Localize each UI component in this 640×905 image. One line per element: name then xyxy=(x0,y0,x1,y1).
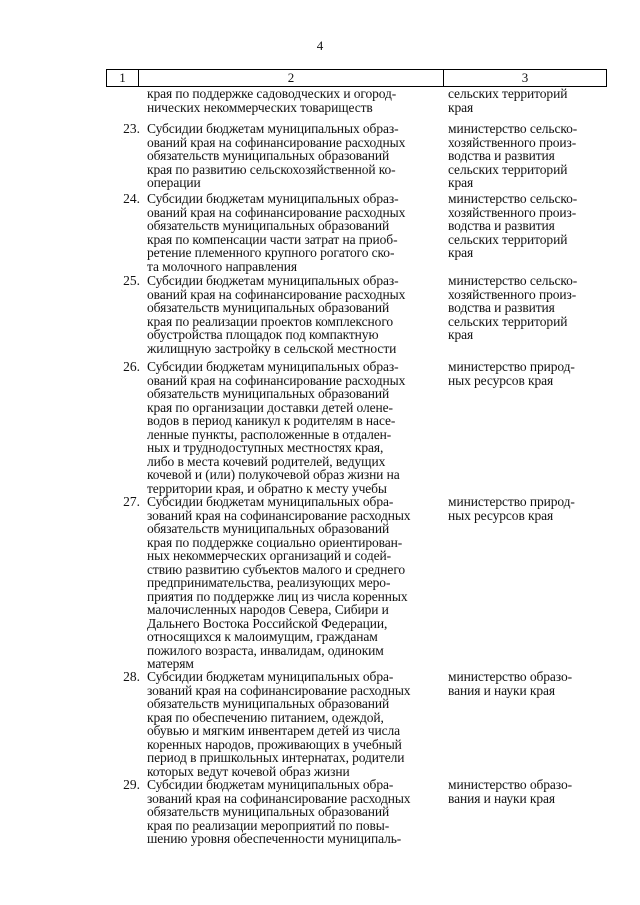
row-text: края по поддержке садоводческих и огород- нических некоммерческих товариществ xyxy=(147,86,397,115)
page-number: 4 xyxy=(316,38,324,53)
row-text: Субсидии бюджетам муниципальных образ- ований края на софинансирование расходных обязательств муниципальных образований края по развитию сельскохозяйственной ко- операции xyxy=(147,121,406,190)
row-number: 26. xyxy=(123,359,140,374)
row-department: министерство природ- ных ресурсов края xyxy=(448,359,575,388)
row-department: министерство сельско- хозяйственного произ- водства и развития сельских территорий края xyxy=(448,191,578,260)
row-number: 23. xyxy=(123,121,140,136)
row-text: Субсидии бюджетам муниципальных образ- ований края на софинансирование расходных обязательств муниципальных образований края по компенсации части затрат на приоб- ретение племенного крупного рогатого ско- та молочного направления xyxy=(147,191,406,274)
row-number: 25. xyxy=(123,273,140,288)
row-text: Субсидии бюджетам муниципальных обра- зований края на софинансирование расходных обязательств муниципальных образований края по реализации мероприятий по повы- шению уровня обеспеченности муниципаль- xyxy=(147,777,411,846)
row-department: министерство образо- вания и науки края xyxy=(448,669,573,698)
row-department: министерство образо- вания и науки края xyxy=(448,777,573,806)
row-department: сельских территорий края xyxy=(448,86,568,115)
row-department: министерство природ- ных ресурсов края xyxy=(448,494,575,523)
row-text: Субсидии бюджетам муниципальных образ- ований края на софинансирование расходных обязательств муниципальных образований края по реализации проектов комплексного обустройства площадок под компактную жилищную застройку в сельской местности xyxy=(147,273,406,356)
row-number: 27. xyxy=(123,494,140,509)
header-col-2: 2 xyxy=(139,70,444,86)
table-header xyxy=(106,69,607,87)
row-number: 24. xyxy=(123,191,140,206)
row-department: министерство сельско- хозяйственного произ- водства и развития сельских территорий края xyxy=(448,121,578,190)
row-text: Субсидии бюджетам муниципальных образ- ований края на софинансирование расходных обязательств муниципальных образований края по организации доставки детей олене- водов в период каникул к родителям в насе- ленные пункты, расположенные в отдален- ных и труднодоступных местностях края, либо в места кочевий родителей, ведущих кочевой и (или) полукочевой образ жизни на территории края, и обратно к месту учебы xyxy=(147,359,406,496)
header-col-3: 3 xyxy=(521,70,529,85)
row-number: 29. xyxy=(123,777,140,792)
row-number: 28. xyxy=(123,669,140,684)
row-text: Субсидии бюджетам муниципальных обра- зований края на софинансирование расходных обязательств муниципальных образований края по поддержке социально ориентирован- ных некоммерческих организаций и содей- ствию развитию субъектов малого и среднего предпринимательства, реализующих меро- приятия по поддержке лиц из числа коренных малочисленных народов Севера, Сибири и Дальнего Востока Российской Федерации, относящихся к малоимущим, гражданам пожилого возраста, инвалидам, одиноким матерям xyxy=(147,494,411,671)
row-department: министерство сельско- хозяйственного произ- водства и развития сельских территорий края xyxy=(448,273,578,342)
header-col-1: 1 xyxy=(107,70,139,86)
row-text: Субсидии бюджетам муниципальных обра- зований края на софинансирование расходных обязательств муниципальных образований края по обеспечению питанием, одеждой, обувью и мягким инвентарем детей из числа коренных народов, проживающих в учебный период в пришкольных интернатах, родители которых ведут кочевой образ жизни xyxy=(147,669,411,779)
